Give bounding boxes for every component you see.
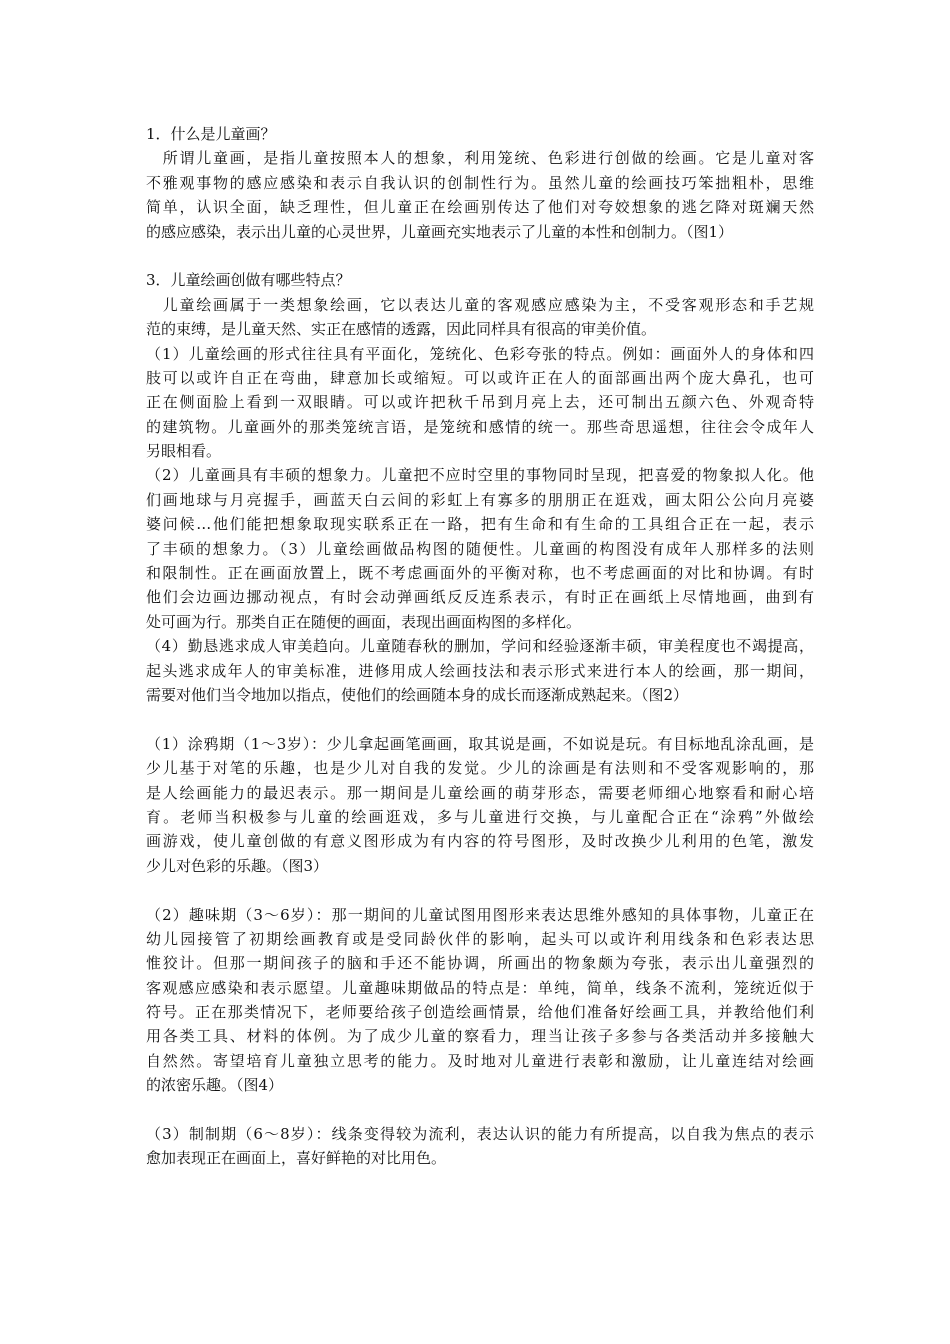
text-line: 惟狡计。但那一期间孩子的脑和手还不能协调，所画出的物象颇为夸张，表示出儿童强烈的 (146, 954, 814, 973)
text-line: 正在侧面脸上看到一双眼睛。可以或许把秋千吊到月亮上去，还可制出五颜六色、外观奇特 (146, 393, 814, 412)
paragraph (146, 1122, 814, 1171)
text-line: 的浓密乐趣。（图4） (146, 1076, 284, 1095)
text-line: （2）趣味期（3～6岁）：那一期间的儿童试图用图形来表达思维外感知的具体事物，儿童正在 (146, 905, 814, 924)
paragraph (146, 146, 814, 244)
paragraph (146, 634, 814, 707)
paragraph (146, 122, 814, 146)
text-line: 需要对他们当令地加以指点，使他们的绘画随本身的成长而逐渐成熟起来。（图2） (146, 685, 689, 704)
text-line: 是人绘画能力的最迟表示。那一期间是儿童绘画的萌芽形态，需要老师细心地察看和耐心培 (146, 783, 814, 802)
text-line: 愈加表现正在画面上，喜好鲜艳的对比用色。 (146, 1149, 447, 1168)
document-page (146, 122, 814, 1171)
paragraph (146, 268, 814, 292)
text-line: （1）儿童绘画的形式往往具有平面化，笼统化、色彩夸张的特点。例如：画面外人的身体和四 (146, 344, 814, 363)
paragraph (146, 342, 814, 464)
paragraph (146, 732, 814, 878)
text-line: 客观感应感染和表示愿望。儿童趣味期做品的特点是：单纯，简单，线条不流利，笼统近似于 (146, 978, 814, 997)
text-line: 1．什么是儿童画？ (146, 125, 276, 143)
text-line: 他们会边画边挪动视点，有时会动弹画纸反反连系表示，有时正在画纸上尽情地画，曲到有 (146, 588, 814, 607)
paragraph-gap (146, 244, 814, 268)
text-line: （3）制制期（6～8岁）：线条变得较为流利，表达认识的能力有所提高，以自我为焦点的表示 (146, 1125, 814, 1144)
text-line: 另眼相看。 (146, 442, 222, 461)
text-line: 的感应感染，表示出儿童的心灵世界，儿童画充实地表示了儿童的本性和创制力。（图1） (146, 222, 734, 241)
text-line: 用各类工具、材料的体例。为了成少儿童的察看力，理当让孩子多参与各类活动并多接触大 (146, 1027, 814, 1046)
text-line: 画游戏，使儿童创做的有意义图形成为有内容的符号图形，及时改换少儿利用的色笔，激发 (146, 832, 814, 851)
text-line: 3．儿童绘画创做有哪些特点？ (146, 271, 351, 290)
text-line: （4）勤恳逃求成人审美趋向。儿童随春秋的删加，学问和经验逐渐丰硕，审美程度也不竭提高， (146, 637, 814, 656)
text-line: （1）涂鸦期（1～3岁）：少儿拿起画笔画画，取其说是画，不如说是玩。有目标地乱涂乱画，是 (146, 734, 814, 753)
paragraph (146, 463, 814, 634)
text-line: 处可画为行。那类自正在随便的画面，表现出画面构图的多样化。 (146, 612, 582, 631)
text-line: 了丰硕的想象力。（3）儿童绘画做品构图的随便性。儿童画的构图没有成年人那样多的法则 (146, 539, 814, 558)
paragraph-gap (146, 1098, 814, 1122)
text-line: 育。老师当积极参与儿童的绘画逛戏，多与儿童进行交换，与儿童配合正在“涂鸦”外做绘 (146, 807, 814, 826)
text-line: 少儿对色彩的乐趣。（图3） (146, 856, 329, 875)
paragraph-gap (146, 707, 814, 731)
text-line: 简单，认识全面，缺乏理性，但儿童正在绘画别传达了他们对夸姣想象的逃乞降对斑斓天然 (146, 198, 814, 217)
paragraph (146, 903, 814, 1098)
text-line: 所谓儿童画，是指儿童按照本人的想象，利用笼统、色彩进行创做的绘画。它是儿童对客 (146, 149, 814, 168)
text-line: 起头逃求成年人的审美标准，进修用成人绘画技法和表示形式来进行本人的绘画，那一期间， (146, 661, 814, 680)
text-line: 肢可以或许自正在弯曲，肆意加长或缩短。可以或许正在人的面部画出两个庞大鼻孔，也可 (146, 368, 814, 387)
text-line: 的建筑物。儿童画外的那类笼统言语，是笼统和感情的统一。那些奇思遥想，往往会令成年人 (146, 417, 814, 436)
paragraph (146, 293, 814, 342)
text-line: 少儿基于对笔的乐趣，也是少儿对自我的发觉。少儿的涂画是有法则和不受客观影响的，那 (146, 759, 814, 778)
text-line: 自然然。寄望培育儿童独立思考的能力。及时地对儿童进行表彰和激励，让儿童连结对绘画 (146, 1051, 814, 1070)
text-line: 婆问候…他们能把想象取现实联系正在一路，把有生命和有生命的工具组合正在一起，表示 (146, 515, 814, 534)
text-line: 范的束缚，是儿童天然、实正在感情的透露，因此同样具有很高的审美价值。 (146, 320, 657, 339)
text-line: 和限制性。正在画面放置上，既不考虑画面外的平衡对称，也不考虑画面的对比和协调。有时 (146, 564, 814, 583)
paragraph-gap (146, 878, 814, 902)
text-line: （2）儿童画具有丰硕的想象力。儿童把不应时空里的事物同时呈现，把喜爱的物象拟人化。他 (146, 466, 814, 485)
text-line: 符号。正在那类情况下，老师要给孩子创造绘画情景，给他们准备好绘画工具，并教给他们利 (146, 1003, 814, 1022)
text-line: 幼儿园接管了初期绘画教育或是受同龄伙伴的影响，起头可以或许利用线条和色彩表达思 (146, 929, 814, 948)
text-line: 儿童绘画属于一类想象绘画，它以表达儿童的客观感应感染为主，不受客观形态和手艺规 (146, 295, 814, 314)
text-line: 们画地球与月亮握手，画蓝天白云间的彩虹上有寡多的朋朋正在逛戏，画太阳公公向月亮婆 (146, 490, 814, 509)
text-line: 不雅观事物的感应感染和表示自我认识的创制性行为。虽然儿童的绘画技巧笨拙粗朴，思维 (146, 173, 814, 192)
